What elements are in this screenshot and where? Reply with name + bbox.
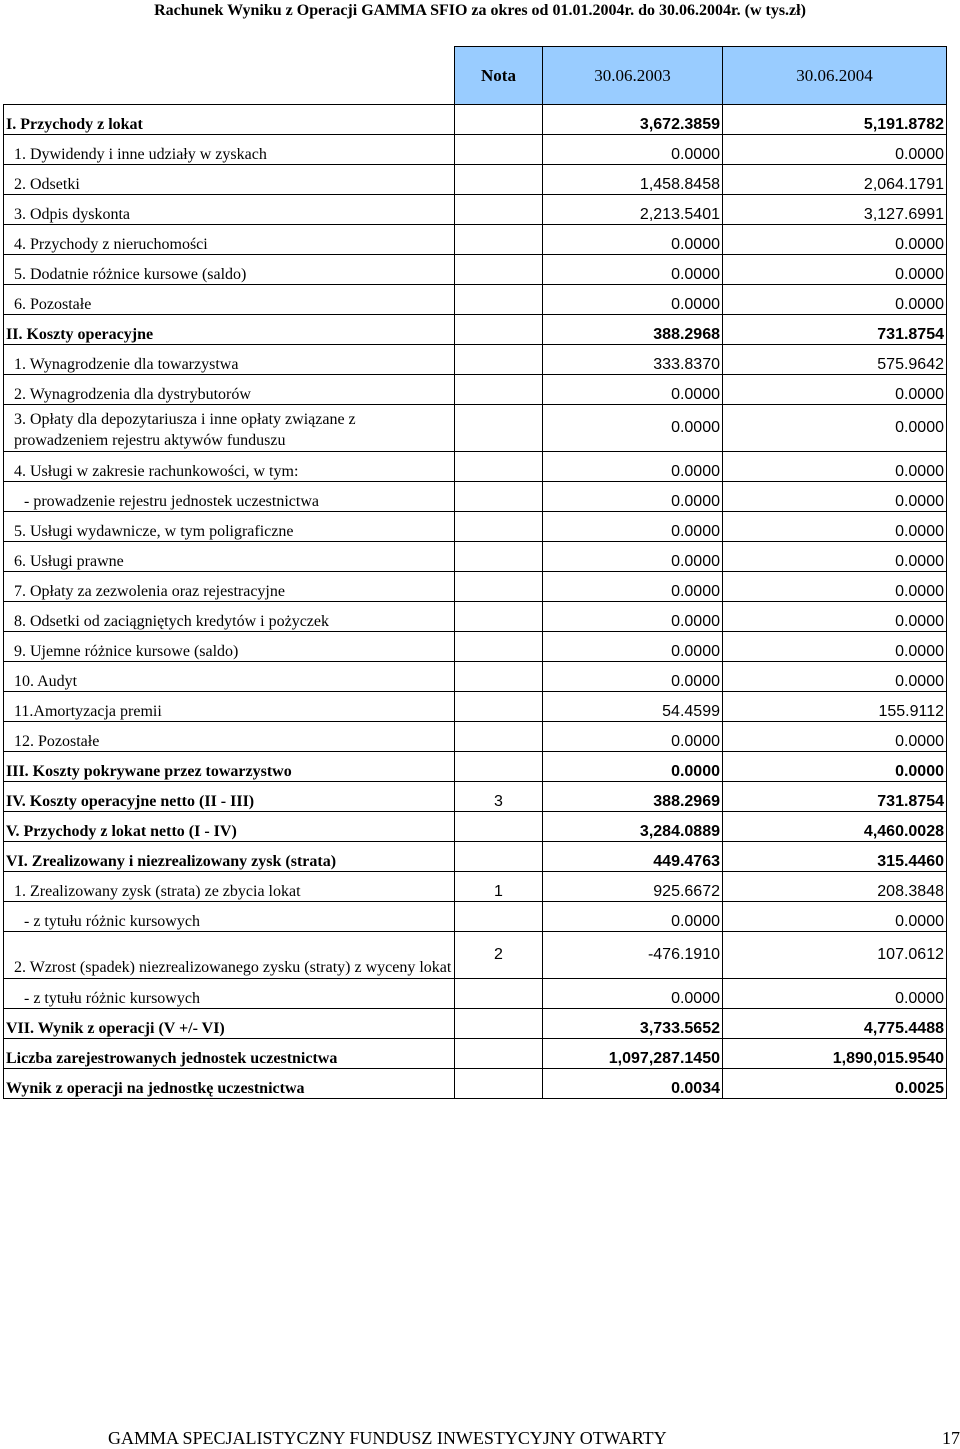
table-row (4, 932, 947, 979)
value-2004: 0.0000 (723, 225, 947, 255)
row-note: 2 (455, 932, 543, 979)
table-row (4, 255, 947, 285)
table-row (4, 135, 947, 165)
row-label: 4. Usługi w zakresie rachunkowości, w tym: (4, 452, 455, 482)
report-title: Rachunek Wyniku z Operacji GAMMA SFIO za okres od 01.01.2004r. do 30.06.2004r. (w tys.zł) (154, 2, 806, 19)
value-2004: 0.0000 (723, 542, 947, 572)
table-row (4, 1069, 947, 1099)
row-label: 8. Odsetki od zaciągniętych kredytów i pożyczek (4, 602, 455, 632)
table-row (4, 285, 947, 315)
row-note (455, 632, 543, 662)
value-2003: 449.4763 (543, 842, 723, 872)
value-2004: 0.0025 (723, 1069, 947, 1099)
value-2004: 0.0000 (723, 255, 947, 285)
value-2003: 0.0000 (543, 135, 723, 165)
header-row (4, 47, 947, 105)
value-2003: 0.0000 (543, 255, 723, 285)
value-2004: 0.0000 (723, 452, 947, 482)
value-2003: 0.0000 (543, 482, 723, 512)
value-2004: 2,064.1791 (723, 165, 947, 195)
row-note (455, 1069, 543, 1099)
value-2003: 54.4599 (543, 692, 723, 722)
value-2004: 155.9112 (723, 692, 947, 722)
table-row (4, 632, 947, 662)
row-label: 6. Usługi prawne (4, 542, 455, 572)
value-2003: 0.0000 (543, 979, 723, 1009)
row-note (455, 285, 543, 315)
value-2004: 315.4460 (723, 842, 947, 872)
value-2004: 731.8754 (723, 782, 947, 812)
value-2004: 575.9642 (723, 345, 947, 375)
row-label: 12. Pozostałe (4, 722, 455, 752)
table-row (4, 572, 947, 602)
row-label: - prowadzenie rejestru jednostek uczestnictwa (4, 482, 455, 512)
row-label: 2. Odsetki (4, 165, 455, 195)
row-note (455, 902, 543, 932)
value-2003: 0.0034 (543, 1069, 723, 1099)
row-label: - z tytułu różnic kursowych (4, 902, 455, 932)
value-2003: 1,458.8458 (543, 165, 723, 195)
value-2003: 0.0000 (543, 225, 723, 255)
value-2003: 0.0000 (543, 662, 723, 692)
value-2003: 0.0000 (543, 375, 723, 405)
row-label: 10. Audyt (4, 662, 455, 692)
header-col-2003: 30.06.2003 (543, 47, 723, 105)
row-note (455, 979, 543, 1009)
row-label: 6. Pozostałe (4, 285, 455, 315)
value-2003: 0.0000 (543, 512, 723, 542)
row-note (455, 512, 543, 542)
value-2003: -476.1910 (543, 932, 723, 979)
row-note (455, 602, 543, 632)
row-note (455, 752, 543, 782)
row-note (455, 722, 543, 752)
value-2003: 0.0000 (543, 722, 723, 752)
row-label: 2. Wynagrodzenia dla dystrybutorów (4, 375, 455, 405)
row-note (455, 225, 543, 255)
row-note: 3 (455, 782, 543, 812)
table-row (4, 979, 947, 1009)
table-row (4, 195, 947, 225)
row-label: II. Koszty operacyjne (4, 315, 455, 345)
value-2004: 0.0000 (723, 902, 947, 932)
value-2003: 0.0000 (543, 542, 723, 572)
row-label: - z tytułu różnic kursowych (4, 979, 455, 1009)
row-label: VI. Zrealizowany i niezrealizowany zysk (strata) (4, 842, 455, 872)
row-label: 1. Zrealizowany zysk (strata) ze zbycia lokat (4, 872, 455, 902)
header-blank-cell (4, 47, 455, 105)
value-2003: 333.8370 (543, 345, 723, 375)
table-row (4, 105, 947, 135)
table-row (4, 662, 947, 692)
value-2003: 0.0000 (543, 602, 723, 632)
fund-footer: GAMMA SPECJALISTYCZNY FUNDUSZ INWESTYCYJNY OTWARTY (108, 1428, 667, 1448)
row-note (455, 195, 543, 225)
table-row (4, 405, 947, 452)
table-row (4, 722, 947, 752)
row-label: 5. Dodatnie różnice kursowe (saldo) (4, 255, 455, 285)
table-row (4, 512, 947, 542)
row-label: VII. Wynik z operacji (V +/- VI) (4, 1009, 455, 1039)
row-label: 1. Wynagrodzenie dla towarzystwa (4, 345, 455, 375)
table-row (4, 752, 947, 782)
row-note (455, 812, 543, 842)
value-2004: 0.0000 (723, 752, 947, 782)
value-2004: 0.0000 (723, 602, 947, 632)
value-2003: 925.6672 (543, 872, 723, 902)
table-row (4, 602, 947, 632)
value-2004: 107.0612 (723, 932, 947, 979)
value-2003: 3,284.0889 (543, 812, 723, 842)
row-label: 7. Opłaty za zezwolenia oraz rejestracyjne (4, 572, 455, 602)
value-2004: 0.0000 (723, 405, 947, 452)
row-note (455, 375, 543, 405)
value-2003: 3,672.3859 (543, 105, 723, 135)
value-2003: 388.2968 (543, 315, 723, 345)
row-note (455, 842, 543, 872)
row-note (455, 105, 543, 135)
value-2004: 0.0000 (723, 662, 947, 692)
row-label: 1. Dywidendy i inne udziały w zyskach (4, 135, 455, 165)
value-2004: 0.0000 (723, 572, 947, 602)
row-note (455, 482, 543, 512)
row-label: V. Przychody z lokat netto (I - IV) (4, 812, 455, 842)
row-note (455, 572, 543, 602)
table-row (4, 375, 947, 405)
value-2004: 0.0000 (723, 482, 947, 512)
value-2004: 5,191.8782 (723, 105, 947, 135)
table-row (4, 1009, 947, 1039)
value-2004: 4,460.0028 (723, 812, 947, 842)
value-2004: 0.0000 (723, 722, 947, 752)
row-label: 4. Przychody z nieruchomości (4, 225, 455, 255)
row-label: III. Koszty pokrywane przez towarzystwo (4, 752, 455, 782)
value-2004: 1,890,015.9540 (723, 1039, 947, 1069)
row-label: IV. Koszty operacyjne netto (II - III) (4, 782, 455, 812)
table-row (4, 812, 947, 842)
value-2004: 0.0000 (723, 285, 947, 315)
row-label: 5. Usługi wydawnicze, w tym poligraficzne (4, 512, 455, 542)
row-note (455, 692, 543, 722)
table-row (4, 692, 947, 722)
row-label: Liczba zarejestrowanych jednostek uczestnictwa (4, 1039, 455, 1069)
value-2004: 208.3848 (723, 872, 947, 902)
value-2003: 0.0000 (543, 452, 723, 482)
value-2004: 731.8754 (723, 315, 947, 345)
table-row (4, 315, 947, 345)
value-2003: 0.0000 (543, 902, 723, 932)
row-note (455, 165, 543, 195)
value-2004: 0.0000 (723, 979, 947, 1009)
row-label: 9. Ujemne różnice kursowe (saldo) (4, 632, 455, 662)
value-2003: 0.0000 (543, 572, 723, 602)
header-col-2004: 30.06.2004 (723, 47, 947, 105)
value-2004: 0.0000 (723, 135, 947, 165)
value-2003: 0.0000 (543, 285, 723, 315)
value-2003: 3,733.5652 (543, 1009, 723, 1039)
value-2004: 0.0000 (723, 375, 947, 405)
page-number: 17 (942, 1428, 960, 1448)
table-row (4, 452, 947, 482)
table-row (4, 225, 947, 255)
row-note (455, 255, 543, 285)
row-note (455, 345, 543, 375)
header-note: Nota (455, 47, 543, 105)
table-row (4, 482, 947, 512)
table-row (4, 872, 947, 902)
value-2003: 1,097,287.1450 (543, 1039, 723, 1069)
value-2003: 388.2969 (543, 782, 723, 812)
value-2003: 2,213.5401 (543, 195, 723, 225)
value-2003: 0.0000 (543, 405, 723, 452)
row-note (455, 452, 543, 482)
value-2004: 0.0000 (723, 512, 947, 542)
row-label: I. Przychody z lokat (4, 105, 455, 135)
table-row (4, 902, 947, 932)
value-2004: 3,127.6991 (723, 195, 947, 225)
row-note (455, 405, 543, 452)
table-row (4, 542, 947, 572)
row-note (455, 1039, 543, 1069)
table-row (4, 782, 947, 812)
row-label: Wynik z operacji na jednostkę uczestnictwa (4, 1069, 455, 1099)
row-label: 3. Odpis dyskonta (4, 195, 455, 225)
row-note: 1 (455, 872, 543, 902)
row-note (455, 542, 543, 572)
value-2004: 4,775.4488 (723, 1009, 947, 1039)
row-label: 3. Opłaty dla depozytariusza i inne opłaty związane z prowadzeniem rejestru aktywów funduszu (4, 405, 455, 452)
row-note (455, 662, 543, 692)
row-note (455, 1009, 543, 1039)
row-note (455, 315, 543, 345)
row-label: 11.Amortyzacja premii (4, 692, 455, 722)
table-row (4, 1039, 947, 1069)
value-2004: 0.0000 (723, 632, 947, 662)
table-row (4, 165, 947, 195)
table-row (4, 842, 947, 872)
income-statement-table (3, 46, 947, 1099)
value-2003: 0.0000 (543, 632, 723, 662)
value-2003: 0.0000 (543, 752, 723, 782)
table-row (4, 345, 947, 375)
row-label: 2. Wzrost (spadek) niezrealizowanego zysku (straty) z wyceny lokat (4, 932, 455, 979)
row-note (455, 135, 543, 165)
